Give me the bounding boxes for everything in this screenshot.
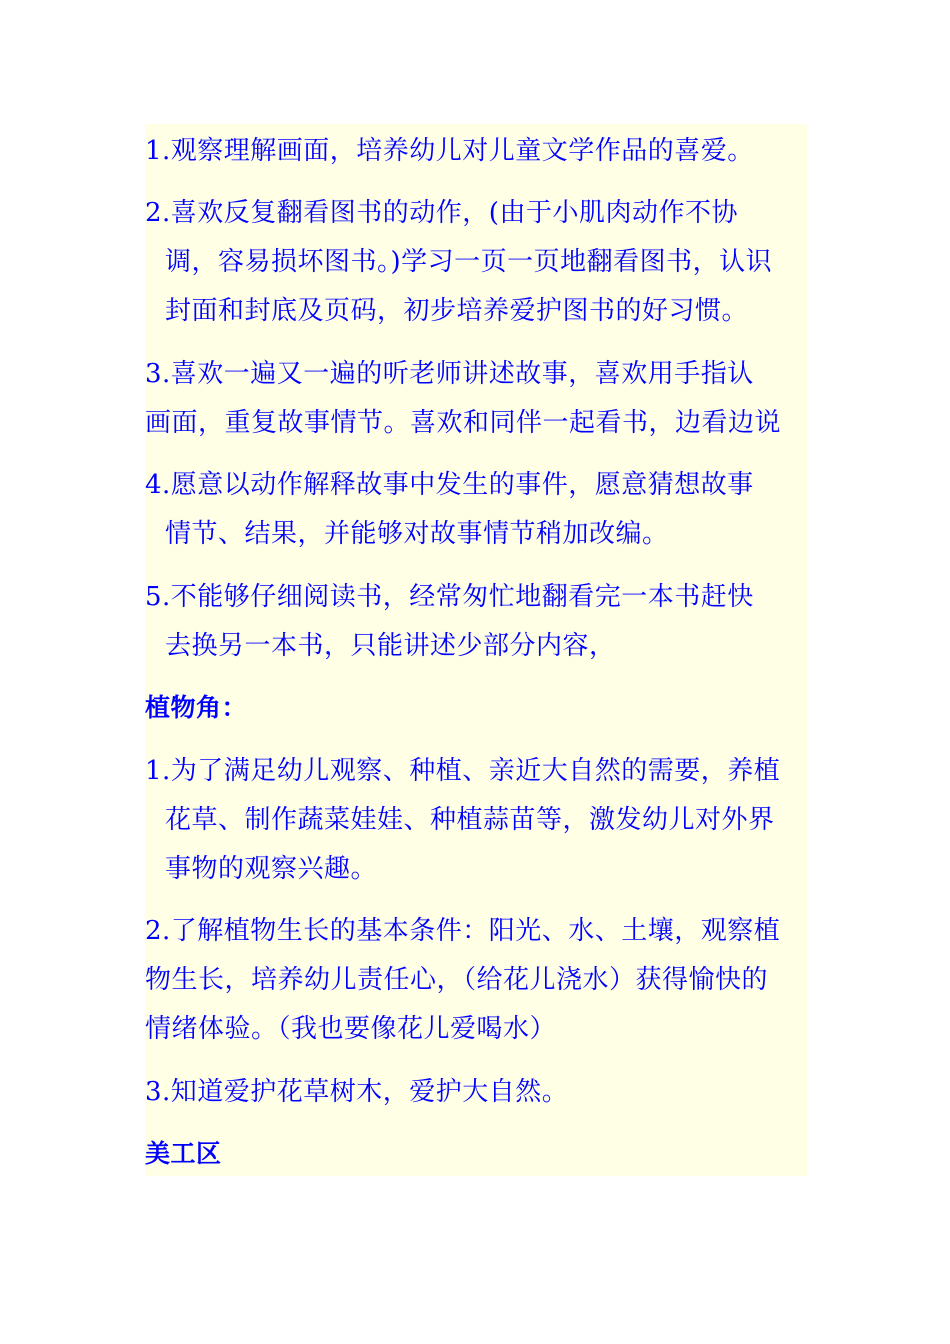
plant-item-1-line-1: 1.为了满足幼儿观察、种植、亲近大自然的需要，养植 xyxy=(145,756,781,786)
plant-section-heading: 植物角： xyxy=(145,693,248,722)
reading-item-3-line-1: 3.喜欢一遍又一遍的听老师讲述故事，喜欢用手指认 xyxy=(145,359,754,389)
plant-item-2-line-2: 物生长，培养幼儿责任心，（给花儿浇水）获得愉快的 xyxy=(145,965,769,995)
reading-item-2-line-1: 2.喜欢反复翻看图书的动作，(由于小肌肉动作不协 xyxy=(145,198,738,228)
reading-item-4-line-1: 4.愿意以动作解释故事中发生的事件，愿意猜想故事 xyxy=(145,470,754,500)
reading-item-2-line-3: 封面和封底及页码，初步培养爱护图书的好习惯。 xyxy=(165,296,749,326)
reading-item-1-line-1: 1.观察理解画面，培养幼儿对儿童文学作品的喜爱。 xyxy=(145,136,754,166)
plant-item-2-line-3: 情绪体验。（我也要像花儿爱喝水） xyxy=(145,1014,557,1044)
plant-item-1-line-3: 事物的观察兴趣。 xyxy=(165,854,378,884)
reading-item-5-line-2: 去换另一本书，只能讲述少部分内容， xyxy=(165,631,616,661)
art-section-heading: 美工区 xyxy=(145,1139,222,1168)
reading-item-5-line-1: 5.不能够仔细阅读书，经常匆忙地翻看完一本书赶快 xyxy=(145,582,754,612)
plant-item-2-line-1: 2.了解植物生长的基本条件：阳光、水、土壤，观察植 xyxy=(145,916,781,946)
reading-item-2-line-2: 调，容易损坏图书。)学习一页一页地翻看图书，认识 xyxy=(165,247,773,277)
reading-item-3-line-2: 画面，重复故事情节。喜欢和同伴一起看书，边看边说 xyxy=(145,408,782,438)
reading-item-4-line-2: 情节、结果，并能够对故事情节稍加改编。 xyxy=(165,519,669,549)
plant-item-3-line-1: 3.知道爱护花草树木，爱护大自然。 xyxy=(145,1077,569,1107)
plant-item-1-line-2: 花草、制作蔬菜娃娃、种植蒜苗等，激发幼儿对外界 xyxy=(165,805,775,835)
